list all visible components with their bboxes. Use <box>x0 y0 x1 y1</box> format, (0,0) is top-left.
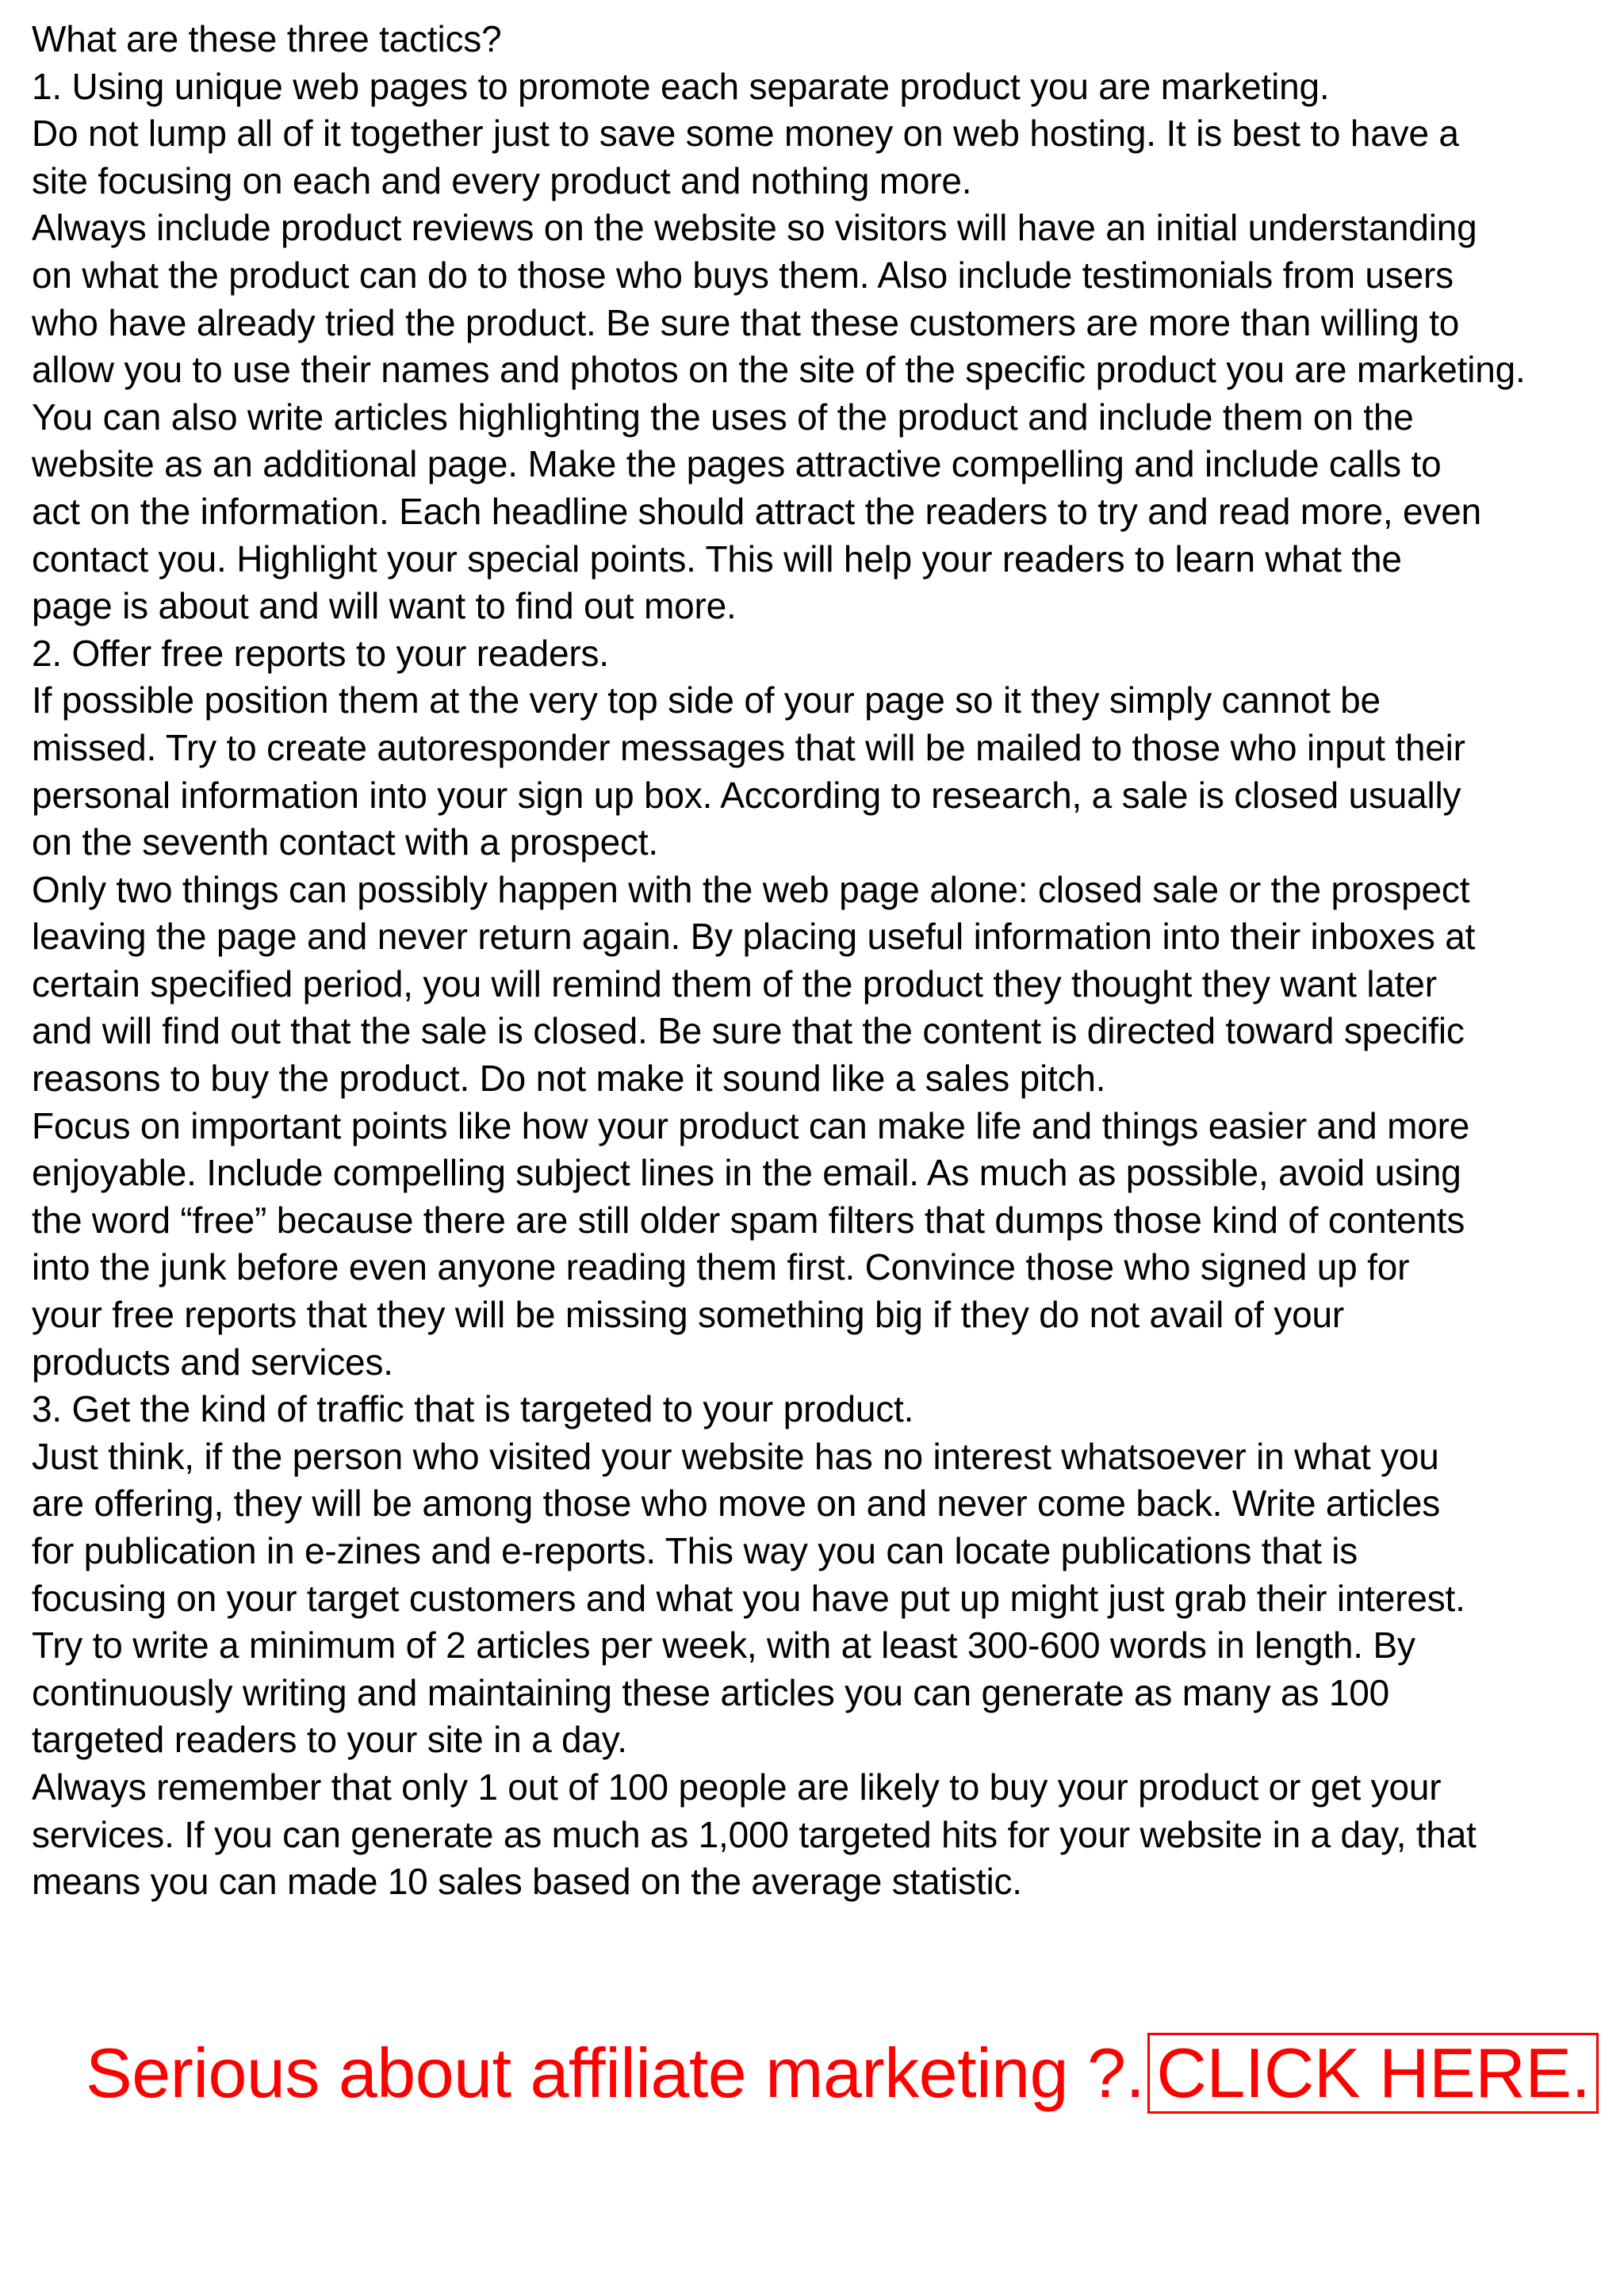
body-line: on the seventh contact with a prospect. <box>32 821 659 863</box>
body-line: Do not lump all of it together just to save some money on web hosting. It is best to have a <box>32 113 1459 155</box>
body-line: certain specified period, you will remind them of the product they thought they want later <box>32 962 1437 1004</box>
body-line: targeted readers to your site in a day. <box>32 1719 627 1761</box>
body-line: page is about and will want to find out more. <box>32 585 737 627</box>
body-line: Only two things can possibly happen with the web page alone: closed sale or the prospect <box>32 868 1470 910</box>
body-line: for publication in e-zines and e-reports. This way you can locate publications that is <box>32 1530 1358 1571</box>
body-line: If possible position them at the very top side of your page so it they simply cannot be <box>32 679 1381 721</box>
body-line: contact you. Highlight your special points. This will help your readers to learn what the <box>32 538 1402 580</box>
body-line: into the junk before even anyone reading them first. Convince those who signed up for <box>32 1246 1410 1288</box>
tactic-2-heading: 2. Offer free reports to your readers. <box>32 632 609 674</box>
document-body <box>32 16 1624 1906</box>
body-line: and will find out that the sale is closed. Be sure that the content is directed toward specific <box>32 1010 1465 1052</box>
body-line: means you can made 10 sales based on the average statistic. <box>32 1861 1022 1903</box>
body-line: Always include product reviews on the website so visitors will have an initial understanding <box>32 207 1477 249</box>
body-line: enjoyable. Include compelling subject lines in the email. As much as possible, avoid using <box>32 1152 1461 1194</box>
body-line: personal information into your sign up box. According to research, a sale is closed usually <box>32 774 1461 816</box>
body-line: Just think, if the person who visited your website has no interest whatsoever in what you <box>32 1435 1439 1477</box>
body-line: on what the product can do to those who buys them. Also include testimonials from users <box>32 254 1454 296</box>
body-line: site focusing on each and every product and nothing more. <box>32 159 972 201</box>
affiliate-cta <box>86 2022 1599 2125</box>
body-line: missed. Try to create autoresponder messages that will be mailed to those who input their <box>32 726 1465 768</box>
body-line: continuously writing and maintaining these articles you can generate as many as 100 <box>32 1671 1389 1713</box>
body-line: focusing on your target customers and what you have put up might just grab their interest. <box>32 1577 1465 1619</box>
body-line: who have already tried the product. Be sure that these customers are more than willing to <box>32 301 1460 343</box>
body-line: products and services. <box>32 1341 393 1383</box>
body-line: website as an additional page. Make the pages attractive compelling and include calls to <box>32 443 1442 485</box>
cta-text: Serious about affiliate marketing ?. <box>86 2034 1145 2112</box>
click-here-link[interactable]: CLICK HERE. <box>1147 2033 1599 2114</box>
body-line: your free reports that they will be missing something big if they do not avail of your <box>32 1294 1344 1336</box>
body-line: reasons to buy the product. Do not make it sound like a sales pitch. <box>32 1058 1106 1100</box>
body-line: You can also write articles highlighting the uses of the product and include them on the <box>32 396 1414 438</box>
tactic-3-heading: 3. Get the kind of traffic that is targeted to your product. <box>32 1388 914 1430</box>
body-line: leaving the page and never return again. By placing useful information into their inboxes at <box>32 916 1476 958</box>
body-line: services. If you can generate as much as 1,000 targeted hits for your website in a day, that <box>32 1813 1477 1855</box>
body-line: allow you to use their names and photos on the site of the specific product you are marketing. <box>32 349 1526 391</box>
body-line: act on the information. Each headline should attract the readers to try and read more, even <box>32 490 1481 532</box>
body-line: Focus on important points like how your product can make life and things easier and more <box>32 1104 1470 1146</box>
question-heading: What are these three tactics? <box>32 18 502 59</box>
body-line: Try to write a minimum of 2 articles per week, with at least 300-600 words in length. By <box>32 1624 1415 1667</box>
body-line: Always remember that only 1 out of 100 people are likely to buy your product or get your <box>32 1766 1442 1808</box>
tactic-1-heading: 1. Using unique web pages to promote each separate product you are marketing. <box>32 65 1330 107</box>
body-line: are offering, they will be among those who move on and never come back. Write articles <box>32 1483 1441 1525</box>
body-line: the word “free” because there are still older spam filters that dumps those kind of contents <box>32 1199 1465 1241</box>
